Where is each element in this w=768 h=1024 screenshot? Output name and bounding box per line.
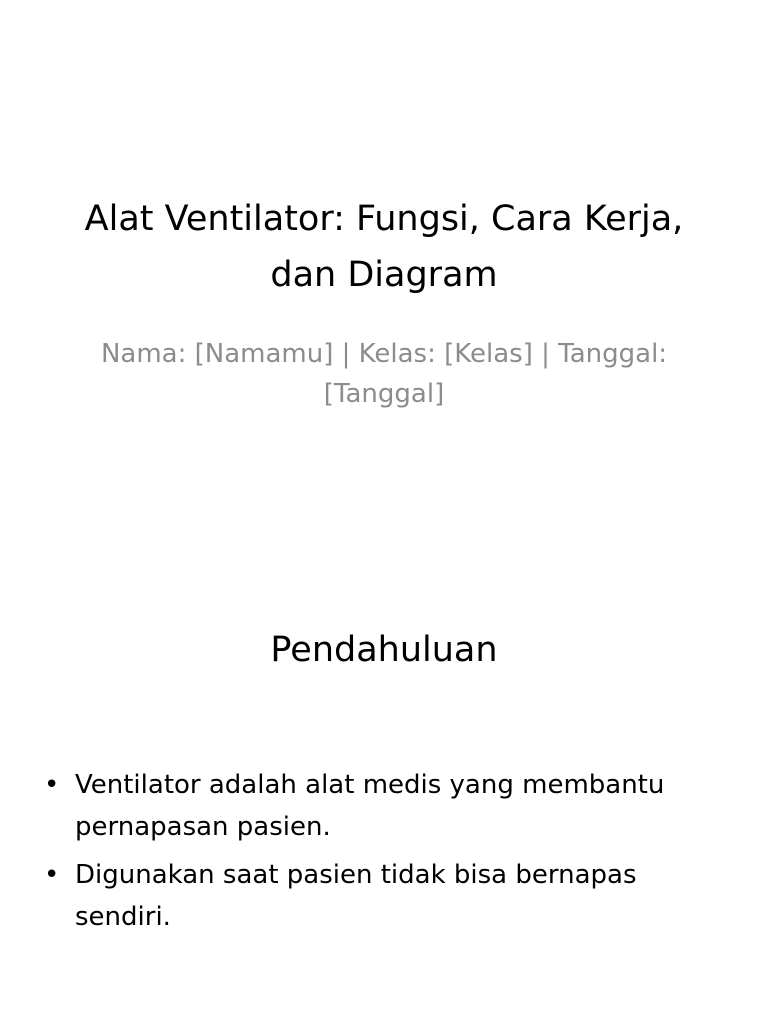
bullet-icon: • — [44, 770, 60, 800]
bullet-text: Ventilator adalah alat medis yang membantu pernapasan pasien. — [75, 770, 665, 842]
bullet-list — [40, 764, 730, 944]
presentation-title: Alat Ventilator: Fungsi, Cara Kerja, dan Diagram — [84, 199, 684, 295]
section-title: Pendahuluan — [270, 630, 498, 670]
bullet-text: Digunakan saat pasien tidak bisa bernapas sendiri. — [75, 860, 637, 932]
intro-slide — [0, 512, 768, 1024]
bullet-item — [40, 764, 730, 848]
bullet-item — [40, 854, 730, 938]
presentation-subtitle: Nama: [Namamu] | Kelas: [Kelas] | Tanggal: [Tanggal] — [100, 339, 668, 409]
bullet-icon: • — [44, 860, 60, 890]
